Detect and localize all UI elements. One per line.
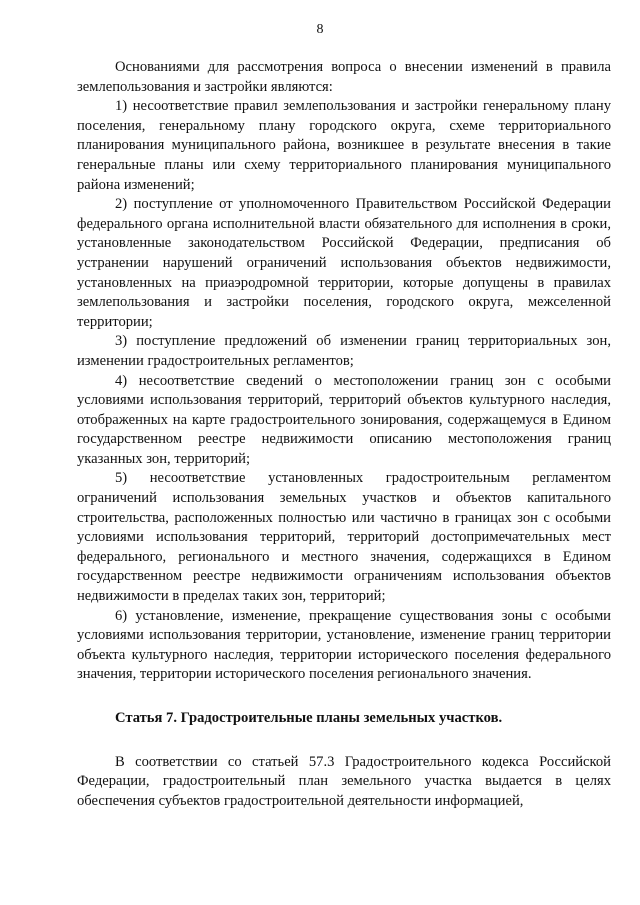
- list-item-5: 5) несоответствие установленных градостроительным регламентом ограничений использования земельных участков и объектов капитального строительства, расположенных полностью или частично в границах зон с особыми условиями использования территорий, территорий достопримечательных мест федерального, регионального и местного значения, содержащихся в Едином государственном реестре недвижимости ограничениям использования объектов недвижимости в пределах таких зон, территорий;: [77, 470, 611, 605]
- article-paragraph: В соответствии со статьей 57.3 Градостроительного кодекса Российской Федерации, градостроительный план земельного участка выдается в целях обеспечения субъектов градостроительной деятельности информацией,: [77, 753, 611, 809]
- list-item-6: 6) установление, изменение, прекращение существования зоны с особыми условиями использования территории, установление, изменение границ территории объекта культурного наследия, территории исторического поселения федерального значения, территории исторического поселения регионального значения.: [77, 607, 611, 683]
- list-item-4: 4) несоответствие сведений о местоположении границ зон с особыми условиями использования территорий, территорий объектов культурного наследия, отображенных на карте градостроительного зонирования, содержащемуся в Едином государственном реестре недвижимости описанию местоположения границ указанных зон, территорий;: [77, 372, 611, 467]
- intro-paragraph: Основаниями для рассмотрения вопроса о внесении изменений в правила землепользования и застройки являются:: [77, 59, 611, 95]
- list-item-1: 1) несоответствие правил землепользования и застройки генеральному плану поселения, генеральному плану городского округа, схеме территориального планирования муниципального района, возникшее в результате внесения в такие генеральные планы или схему территориального планирования муниципального района изменений;: [77, 98, 611, 193]
- page-number: 8: [316, 22, 324, 37]
- list-item-2: 2) поступление от уполномоченного Правительством Российской Федерации федерального органа исполнительной власти обязательного для исполнения в сроки, установленные законодательством Российской Федерации, предписания об устранении нарушений ограничений использования объектов недвижимости, установленных на приаэродромной территории, которые допущены в правилах землепользования и застройки поселения, городского округа, межселенной территории;: [77, 196, 611, 330]
- list-item-3: 3) поступление предложений об изменении границ территориальных зон, изменении градостроительных регламентов;: [77, 333, 611, 369]
- document-body: [77, 58, 611, 811]
- article-heading: Статья 7. Градостроительные планы земельных участков.: [115, 710, 503, 726]
